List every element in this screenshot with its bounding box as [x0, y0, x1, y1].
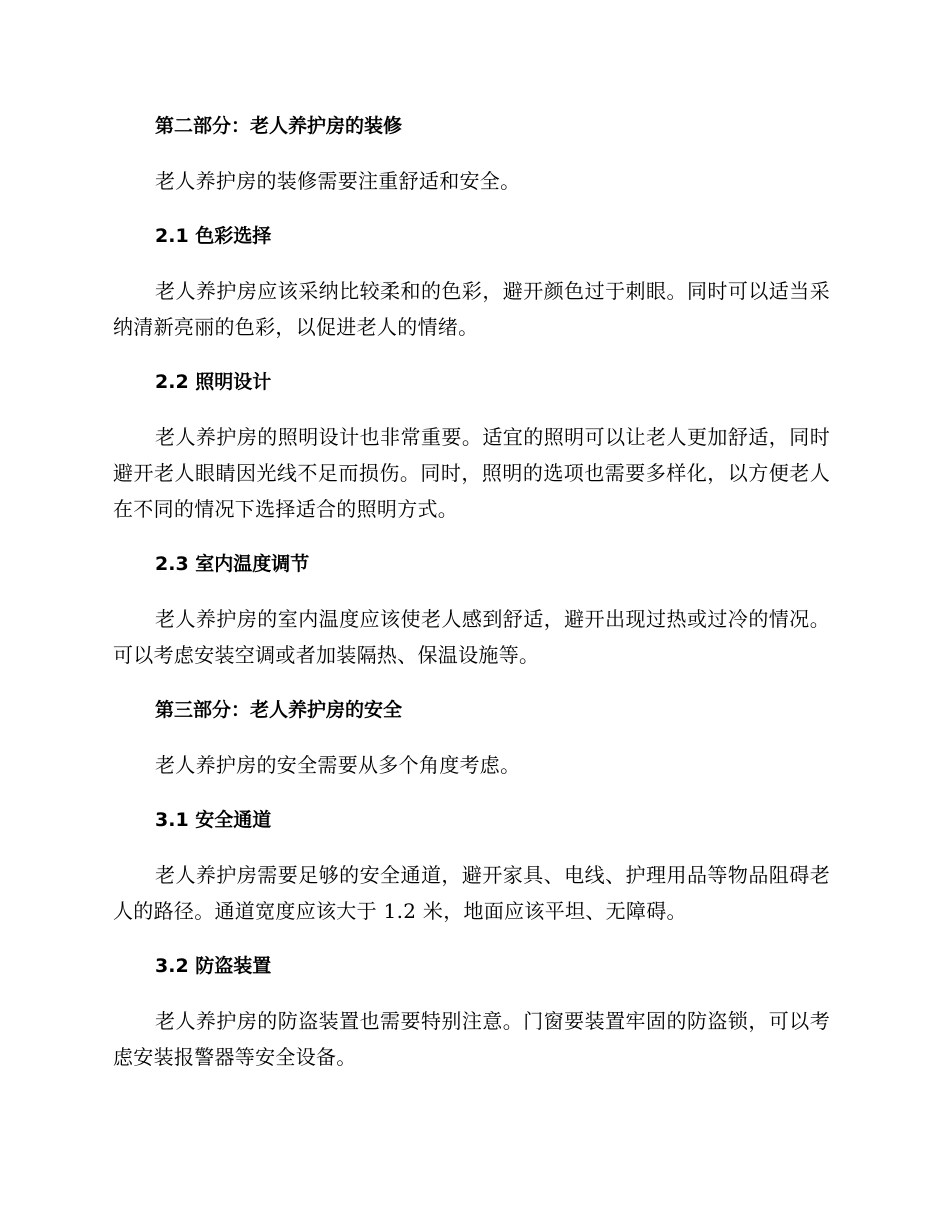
paragraph-2-3: 老人养护房的室内温度应该使老人感到舒适，避开出现过热或过冷的情况。可以考虑安装空调或者加装隔热、保温设施等。 — [113, 607, 830, 667]
subsection-heading-2-3: 2.3 室内温度调节 — [155, 553, 310, 575]
paragraph-2-1: 老人养护房应该采纳比较柔和的色彩，避开颜色过于刺眼。同时可以适当采纳清新亮丽的色彩，以促进老人的情绪。 — [113, 279, 830, 339]
subsection-heading-3-2: 3.2 防盗装置 — [155, 955, 272, 977]
paragraph-part2-intro: 老人养护房的装修需要注重舒适和安全。 — [155, 169, 521, 193]
subsection-heading-2-1: 2.1 色彩选择 — [155, 225, 272, 247]
section-heading-part3: 第三部分：老人养护房的安全 — [155, 699, 403, 721]
document-page — [113, 108, 830, 1075]
paragraph-2-2: 老人养护房的照明设计也非常重要。适宜的照明可以让老人更加舒适，同时避开老人眼睛因光线不足而损伤。同时，照明的选项也需要多样化，以方便老人在不同的情况下选择适合的照明方式。 — [113, 425, 830, 521]
subsection-heading-2-2: 2.2 照明设计 — [155, 371, 272, 393]
section-heading-part2: 第二部分：老人养护房的装修 — [155, 115, 403, 137]
subsection-heading-3-1: 3.1 安全通道 — [155, 809, 272, 831]
paragraph-3-1: 老人养护房需要足够的安全通道，避开家具、电线、护理用品等物品阻碍老人的路径。通道宽度应该大于 1.2 米，地面应该平坦、无障碍。 — [113, 863, 830, 923]
paragraph-part3-intro: 老人养护房的安全需要从多个角度考虑。 — [155, 753, 521, 777]
paragraph-3-2: 老人养护房的防盗装置也需要特别注意。门窗要装置牢固的防盗锁，可以考虑安装报警器等安全设备。 — [113, 1009, 830, 1069]
